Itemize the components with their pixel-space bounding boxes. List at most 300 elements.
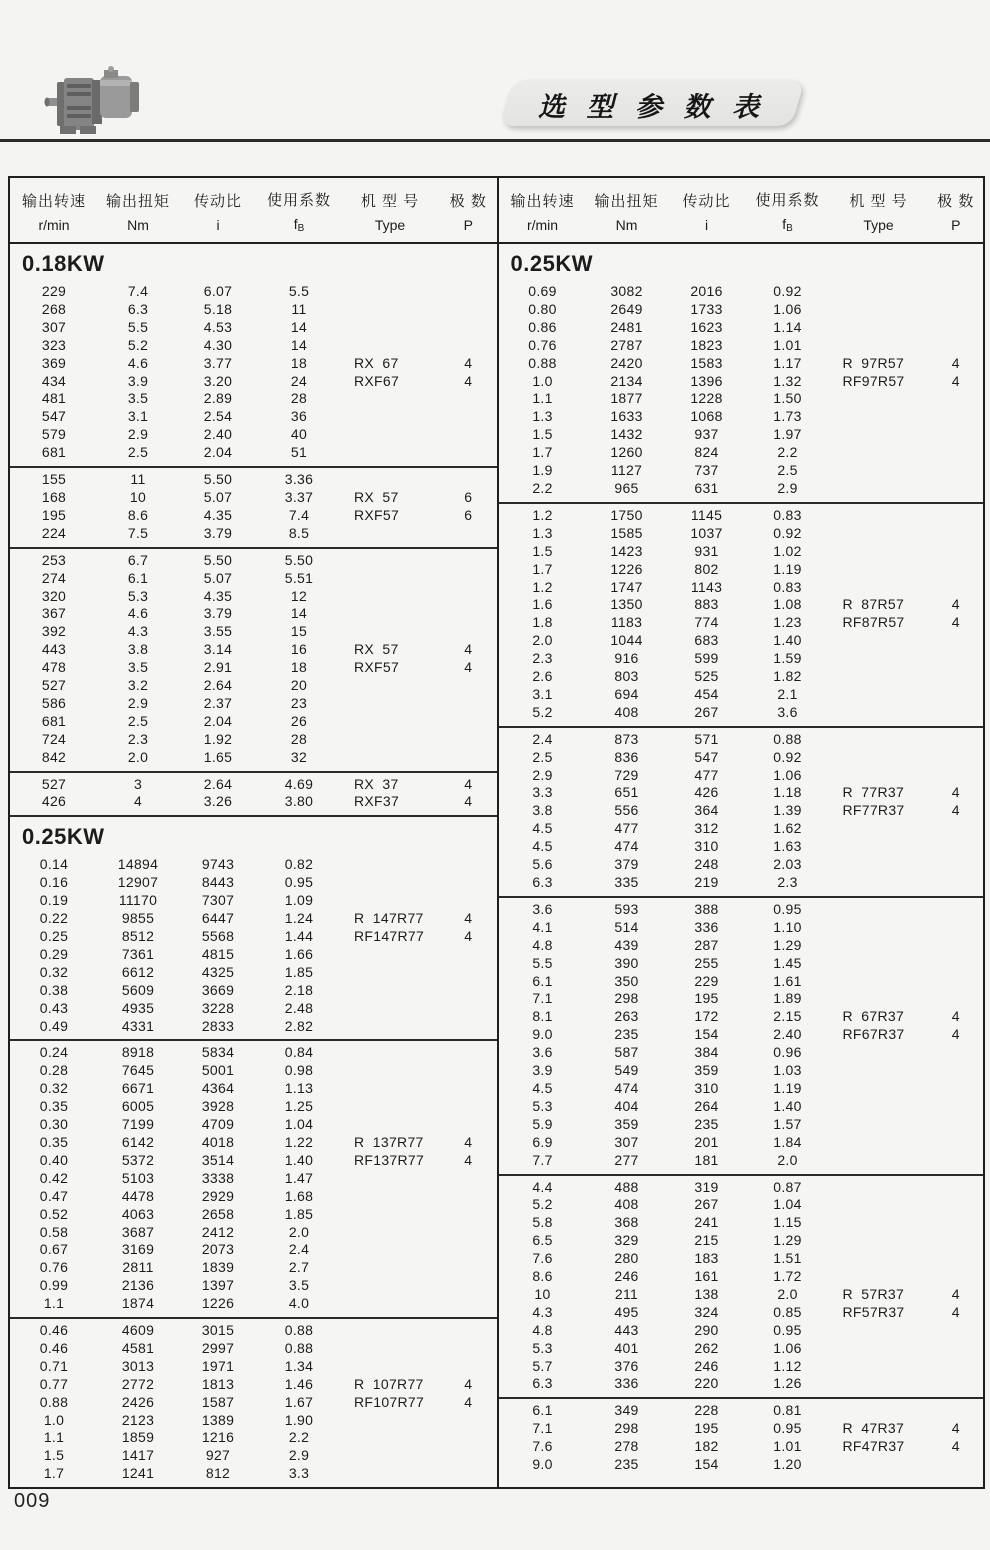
speed-cell: 7.6 xyxy=(532,1250,553,1267)
speed-cell: 681 xyxy=(41,444,67,461)
type-cell xyxy=(340,570,440,588)
ratio-cell: 228 xyxy=(694,1402,719,1419)
service-factor-cell: 3.37 xyxy=(284,488,314,505)
torque-cell: 3.9 xyxy=(127,372,149,389)
ratio-cell: 161 xyxy=(694,1268,719,1285)
poles-cell: 4 xyxy=(951,784,960,801)
service-factor-cell: 2.4 xyxy=(288,1241,310,1258)
poles-cell xyxy=(440,337,497,355)
speed-cell: 3.6 xyxy=(532,900,553,917)
speed-cell: 0.42 xyxy=(39,1169,69,1186)
speed-cell: 0.28 xyxy=(39,1062,69,1079)
type-cell xyxy=(340,471,440,489)
torque-cell: 2426 xyxy=(121,1393,155,1410)
poles-cell: 4 xyxy=(464,1393,473,1410)
ratio-cell: 599 xyxy=(694,650,719,667)
column-header-left xyxy=(10,178,497,244)
ratio-cell: 5568 xyxy=(201,928,235,944)
ratio-cell: 5.18 xyxy=(203,300,233,317)
torque-cell: 8.6 xyxy=(127,506,149,523)
rating-block xyxy=(499,1176,984,1400)
poles-cell xyxy=(929,1134,984,1152)
speed-cell: 5.5 xyxy=(532,954,553,971)
service-factor-cell: 0.95 xyxy=(284,874,314,891)
poles-cell xyxy=(440,1259,497,1277)
service-factor-cell: 2.48 xyxy=(284,999,314,1016)
speed-cell: 0.58 xyxy=(39,1223,69,1240)
service-factor-cell: 28 xyxy=(290,730,308,747)
service-factor-cell: 0.92 xyxy=(773,748,802,765)
ratio-cell: 264 xyxy=(694,1097,719,1114)
table-row xyxy=(10,1340,497,1358)
ratio-cell: 2.04 xyxy=(203,712,233,729)
type-cell xyxy=(829,480,929,498)
ratio-cell: 3.55 xyxy=(203,623,233,640)
header-label: 极 数 xyxy=(449,192,487,210)
type-cell xyxy=(829,1080,929,1098)
service-factor-cell: 2.1 xyxy=(777,685,798,702)
torque-cell: 514 xyxy=(614,918,639,935)
service-factor-cell: 51 xyxy=(290,444,308,461)
poles-cell xyxy=(929,874,984,892)
type-cell xyxy=(829,408,929,426)
header-unit: i xyxy=(704,216,709,233)
type-cell xyxy=(829,1322,929,1340)
header-unit: Type xyxy=(374,216,406,233)
poles-cell xyxy=(440,623,497,641)
service-factor-cell: 36 xyxy=(290,408,308,425)
ratio-cell: 4815 xyxy=(201,945,235,962)
type-cell: RF57R37 xyxy=(842,1303,905,1320)
service-factor-cell: 7.4 xyxy=(288,506,310,523)
table-row xyxy=(499,614,984,632)
ratio-cell: 547 xyxy=(694,748,719,765)
ratio-cell: 5.07 xyxy=(203,488,233,505)
ratio-cell: 1839 xyxy=(201,1259,235,1276)
header-unit: r/min xyxy=(38,216,70,233)
speed-cell: 2.2 xyxy=(532,479,553,496)
poles-cell xyxy=(440,1170,497,1188)
table-row xyxy=(499,355,984,373)
type-cell xyxy=(829,1152,929,1170)
service-factor-cell: 0.88 xyxy=(284,1339,314,1356)
table-row xyxy=(499,1456,984,1474)
speed-cell: 0.32 xyxy=(39,963,69,980)
torque-cell: 1241 xyxy=(121,1465,155,1482)
ratio-cell: 2929 xyxy=(201,1187,235,1204)
torque-cell: 5609 xyxy=(121,981,155,998)
poles-cell xyxy=(440,1465,497,1483)
type-cell xyxy=(340,892,440,910)
poles-cell xyxy=(929,1044,984,1062)
ratio-cell: 2.64 xyxy=(203,677,233,694)
poles-cell: 4 xyxy=(464,1151,473,1168)
speed-cell: 527 xyxy=(41,775,67,792)
type-cell: RF107R77 xyxy=(354,1393,425,1410)
poles-cell: 6 xyxy=(464,506,473,523)
service-factor-cell: 1.61 xyxy=(773,972,802,989)
poles-cell xyxy=(440,301,497,319)
torque-cell: 1747 xyxy=(610,578,643,595)
section-title: 0.25KW xyxy=(510,251,593,276)
poles-cell xyxy=(929,1358,984,1376)
speed-cell: 1.3 xyxy=(532,408,553,425)
poles-cell: 4 xyxy=(951,1008,960,1025)
service-factor-cell: 3.36 xyxy=(284,471,314,488)
type-cell xyxy=(829,1098,929,1116)
type-cell xyxy=(340,1241,440,1259)
torque-cell: 336 xyxy=(614,1375,639,1392)
speed-cell: 3.8 xyxy=(532,802,553,819)
speed-cell: 1.6 xyxy=(532,596,553,613)
ratio-cell: 477 xyxy=(694,766,719,783)
poles-cell xyxy=(440,946,497,964)
poles-cell xyxy=(929,525,984,543)
service-factor-cell: 1.89 xyxy=(773,990,802,1007)
type-cell xyxy=(340,623,440,641)
speed-cell: 2.0 xyxy=(532,632,553,649)
speed-cell: 4.1 xyxy=(532,918,553,935)
torque-cell: 12907 xyxy=(117,874,159,891)
torque-cell: 379 xyxy=(614,856,639,873)
ratio-cell: 1389 xyxy=(201,1411,235,1428)
torque-cell: 495 xyxy=(614,1303,639,1320)
ratio-cell: 255 xyxy=(694,954,719,971)
page-number: 009 xyxy=(14,1490,51,1512)
poles-cell xyxy=(929,1116,984,1134)
type-cell xyxy=(829,283,929,301)
torque-cell: 6671 xyxy=(121,1080,155,1097)
rating-block xyxy=(10,773,497,818)
service-factor-cell: 1.40 xyxy=(773,1097,802,1114)
speed-cell: 3.1 xyxy=(532,685,553,702)
rating-block xyxy=(499,504,984,728)
service-factor-cell: 1.03 xyxy=(773,1062,802,1079)
table-row xyxy=(499,874,984,892)
ratio-cell: 824 xyxy=(694,444,719,461)
speed-cell: 7.1 xyxy=(532,1420,553,1437)
ratio-cell: 4.53 xyxy=(203,318,233,335)
ratio-cell: 267 xyxy=(694,703,719,720)
type-cell xyxy=(829,731,929,749)
poles-cell: 4 xyxy=(951,1438,960,1455)
service-factor-cell: 2.9 xyxy=(288,1447,310,1464)
speed-cell: 3.3 xyxy=(532,784,553,801)
ratio-cell: 310 xyxy=(694,1079,719,1096)
type-cell xyxy=(829,390,929,408)
speed-cell: 10 xyxy=(534,1285,551,1302)
ratio-cell: 525 xyxy=(694,668,719,685)
poles-cell xyxy=(929,668,984,686)
type-cell xyxy=(340,1259,440,1277)
type-cell xyxy=(829,525,929,543)
poles-cell xyxy=(440,1447,497,1465)
type-cell xyxy=(340,964,440,982)
service-factor-cell: 3.3 xyxy=(288,1465,310,1482)
type-cell xyxy=(829,1340,929,1358)
torque-cell: 2.3 xyxy=(127,730,149,747)
column-header-poles-cell xyxy=(929,189,984,234)
table-row xyxy=(10,641,497,659)
ratio-cell: 2658 xyxy=(201,1205,235,1222)
torque-cell: 3.1 xyxy=(127,408,149,425)
speed-cell: 0.19 xyxy=(39,892,69,909)
service-factor-cell: 1.15 xyxy=(773,1214,802,1231)
poles-cell xyxy=(440,964,497,982)
ratio-cell: 138 xyxy=(694,1285,719,1302)
ratio-cell: 1971 xyxy=(201,1357,235,1374)
type-cell: R 137R77 xyxy=(354,1133,424,1150)
ratio-cell: 2.40 xyxy=(203,426,233,443)
table-row xyxy=(10,1170,497,1188)
poles-cell: 4 xyxy=(464,354,473,371)
service-factor-cell: 32 xyxy=(290,748,308,765)
table-row xyxy=(10,964,497,982)
type-cell xyxy=(340,301,440,319)
poles-cell xyxy=(929,650,984,668)
ratio-cell: 3015 xyxy=(201,1322,235,1339)
service-factor-cell: 2.0 xyxy=(288,1223,310,1240)
table-row xyxy=(10,471,497,489)
ratio-cell: 4709 xyxy=(201,1116,235,1133)
ratio-cell: 220 xyxy=(694,1375,719,1392)
ratio-cell: 5.07 xyxy=(203,569,233,586)
type-cell xyxy=(829,543,929,561)
speed-cell: 268 xyxy=(41,300,67,317)
ratio-cell: 1813 xyxy=(201,1375,235,1392)
table-row xyxy=(499,767,984,785)
service-factor-cell: 12 xyxy=(290,587,308,604)
torque-cell: 1226 xyxy=(610,560,643,577)
type-cell xyxy=(340,1295,440,1313)
table-row xyxy=(499,1116,984,1134)
ratio-cell: 9743 xyxy=(201,856,235,873)
service-factor-cell: 8.5 xyxy=(288,524,310,541)
service-factor-cell: 1.22 xyxy=(284,1133,314,1150)
ratio-cell: 310 xyxy=(694,838,719,855)
speed-cell: 579 xyxy=(41,426,67,443)
service-factor-cell: 1.04 xyxy=(773,1196,802,1213)
service-factor-cell: 0.84 xyxy=(284,1044,314,1061)
poles-cell xyxy=(440,713,497,731)
service-factor-cell: 1.57 xyxy=(773,1115,802,1132)
table-row xyxy=(10,1241,497,1259)
poles-cell: 4 xyxy=(951,1420,960,1437)
type-cell xyxy=(340,408,440,426)
table-row xyxy=(10,749,497,767)
type-cell xyxy=(340,1000,440,1018)
torque-cell: 1260 xyxy=(610,444,643,461)
service-factor-cell: 1.01 xyxy=(773,1438,802,1455)
torque-cell: 1044 xyxy=(610,632,643,649)
poles-cell xyxy=(440,1018,497,1036)
torque-cell: 401 xyxy=(614,1339,639,1356)
service-factor-cell: 4.0 xyxy=(288,1295,310,1312)
table-row xyxy=(499,444,984,462)
service-factor-cell: 3.5 xyxy=(288,1277,310,1294)
table-row xyxy=(499,1098,984,1116)
torque-cell: 408 xyxy=(614,1196,639,1213)
speed-cell: 724 xyxy=(41,730,67,747)
service-factor-cell: 1.18 xyxy=(773,784,802,801)
ratio-cell: 154 xyxy=(694,1456,719,1473)
torque-cell: 1859 xyxy=(121,1429,155,1446)
table-row xyxy=(499,1340,984,1358)
service-factor-cell: 2.0 xyxy=(777,1285,798,1302)
ratio-cell: 2833 xyxy=(201,1017,235,1034)
type-cell xyxy=(829,704,929,722)
rating-block xyxy=(10,1041,497,1319)
ratio-cell: 6.07 xyxy=(203,283,233,299)
type-cell xyxy=(829,337,929,355)
poles-cell xyxy=(440,283,497,301)
type-cell xyxy=(340,1447,440,1465)
speed-cell: 2.3 xyxy=(532,650,553,667)
column-header-right xyxy=(499,178,984,244)
torque-cell: 439 xyxy=(614,936,639,953)
service-factor-cell: 0.87 xyxy=(773,1178,802,1195)
ratio-cell: 201 xyxy=(694,1133,719,1150)
type-cell xyxy=(829,507,929,525)
speed-cell: 6.3 xyxy=(532,1375,553,1392)
poles-cell xyxy=(929,444,984,462)
poles-cell: 4 xyxy=(464,910,473,927)
rating-block xyxy=(10,1319,497,1487)
torque-cell: 729 xyxy=(614,766,639,783)
ratio-cell: 229 xyxy=(694,972,719,989)
poles-cell xyxy=(929,632,984,650)
type-cell: R 87R57 xyxy=(842,596,905,613)
service-factor-cell: 14 xyxy=(290,318,308,335)
header-label: 机 型 号 xyxy=(849,192,908,210)
ratio-cell: 5.50 xyxy=(203,551,233,568)
poles-cell xyxy=(440,695,497,713)
table-row xyxy=(10,1152,497,1170)
header-label: 机 型 号 xyxy=(360,192,420,210)
speed-cell: 274 xyxy=(41,569,67,586)
header-label: 极 数 xyxy=(937,192,975,210)
type-cell xyxy=(340,1224,440,1242)
ratio-cell: 2.64 xyxy=(203,775,233,792)
table-row xyxy=(10,1447,497,1465)
table-row xyxy=(10,552,497,570)
speed-cell: 0.76 xyxy=(528,336,557,353)
ratio-cell: 183 xyxy=(694,1250,719,1267)
table-row xyxy=(10,910,497,928)
service-factor-cell: 1.34 xyxy=(284,1357,314,1374)
service-factor-cell: 1.17 xyxy=(773,354,802,371)
service-factor-cell: 1.19 xyxy=(773,560,802,577)
service-factor-cell: 1.85 xyxy=(284,1205,314,1222)
torque-cell: 836 xyxy=(614,748,639,765)
torque-cell: 211 xyxy=(614,1285,639,1302)
column-header-type-cell xyxy=(340,189,440,234)
type-cell: R 107R77 xyxy=(354,1375,424,1392)
type-cell xyxy=(829,1456,929,1474)
service-factor-cell: 1.29 xyxy=(773,936,802,953)
ratio-cell: 7307 xyxy=(201,892,235,909)
header-unit: Nm xyxy=(127,216,149,233)
service-factor-cell: 3.6 xyxy=(777,703,798,720)
poles-cell xyxy=(440,1116,497,1134)
ratio-cell: 927 xyxy=(205,1447,231,1464)
service-factor-cell: 1.40 xyxy=(773,632,802,649)
table-row xyxy=(499,820,984,838)
speed-cell: 1.5 xyxy=(532,542,553,559)
table-row xyxy=(499,301,984,319)
table-row xyxy=(499,1286,984,1304)
type-cell xyxy=(340,1188,440,1206)
speed-cell: 0.14 xyxy=(39,856,69,873)
torque-cell: 5.5 xyxy=(127,318,149,335)
ratio-cell: 262 xyxy=(694,1339,719,1356)
type-cell xyxy=(829,561,929,579)
poles-cell xyxy=(440,677,497,695)
service-factor-cell: 1.32 xyxy=(773,372,802,389)
type-cell: RXF37 xyxy=(354,793,400,810)
speed-cell: 4.5 xyxy=(532,838,553,855)
ratio-cell: 2.37 xyxy=(203,694,233,711)
type-cell xyxy=(340,525,440,543)
table-row xyxy=(10,1000,497,1018)
ratio-cell: 1397 xyxy=(201,1277,235,1294)
table-row xyxy=(499,686,984,704)
table-row xyxy=(499,337,984,355)
service-factor-cell: 1.67 xyxy=(284,1393,314,1410)
rating-block xyxy=(10,280,497,468)
speed-cell: 1.7 xyxy=(43,1465,65,1482)
poles-cell xyxy=(440,605,497,623)
table-row xyxy=(10,1116,497,1134)
poles-cell xyxy=(929,283,984,301)
service-factor-cell: 1.12 xyxy=(773,1357,802,1374)
ratio-cell: 737 xyxy=(694,462,719,479)
torque-cell: 1585 xyxy=(610,524,643,541)
service-factor-cell: 1.63 xyxy=(773,838,802,855)
service-factor-cell: 16 xyxy=(290,641,308,658)
table-row xyxy=(10,1206,497,1224)
torque-cell: 298 xyxy=(614,1420,639,1437)
speed-cell: 1.7 xyxy=(532,444,553,461)
type-cell: RXF67 xyxy=(354,372,400,389)
service-factor-cell: 1.25 xyxy=(284,1098,314,1115)
table-row xyxy=(10,776,497,794)
speed-cell: 4.5 xyxy=(532,820,553,837)
speed-cell: 0.46 xyxy=(39,1339,69,1356)
service-factor-cell: 1.26 xyxy=(773,1375,802,1392)
speed-cell: 5.7 xyxy=(532,1357,553,1374)
speed-cell: 0.80 xyxy=(528,300,557,317)
ratio-cell: 384 xyxy=(694,1044,719,1061)
service-factor-cell: 5.5 xyxy=(288,283,310,299)
speed-cell: 0.71 xyxy=(39,1357,69,1374)
poles-cell xyxy=(929,901,984,919)
poles-cell xyxy=(440,408,497,426)
table-row xyxy=(10,874,497,892)
type-cell: RXF57 xyxy=(354,506,400,523)
type-cell xyxy=(829,749,929,767)
poles-cell: 4 xyxy=(951,354,960,371)
header-unit: Nm xyxy=(615,216,638,233)
speed-cell: 5.3 xyxy=(532,1097,553,1114)
poles-cell: 4 xyxy=(951,596,960,613)
table-row xyxy=(499,856,984,874)
torque-cell: 280 xyxy=(614,1250,639,1267)
table-row xyxy=(499,1026,984,1044)
table-row xyxy=(10,1358,497,1376)
rating-block xyxy=(499,1399,984,1478)
torque-cell: 2772 xyxy=(121,1375,155,1392)
